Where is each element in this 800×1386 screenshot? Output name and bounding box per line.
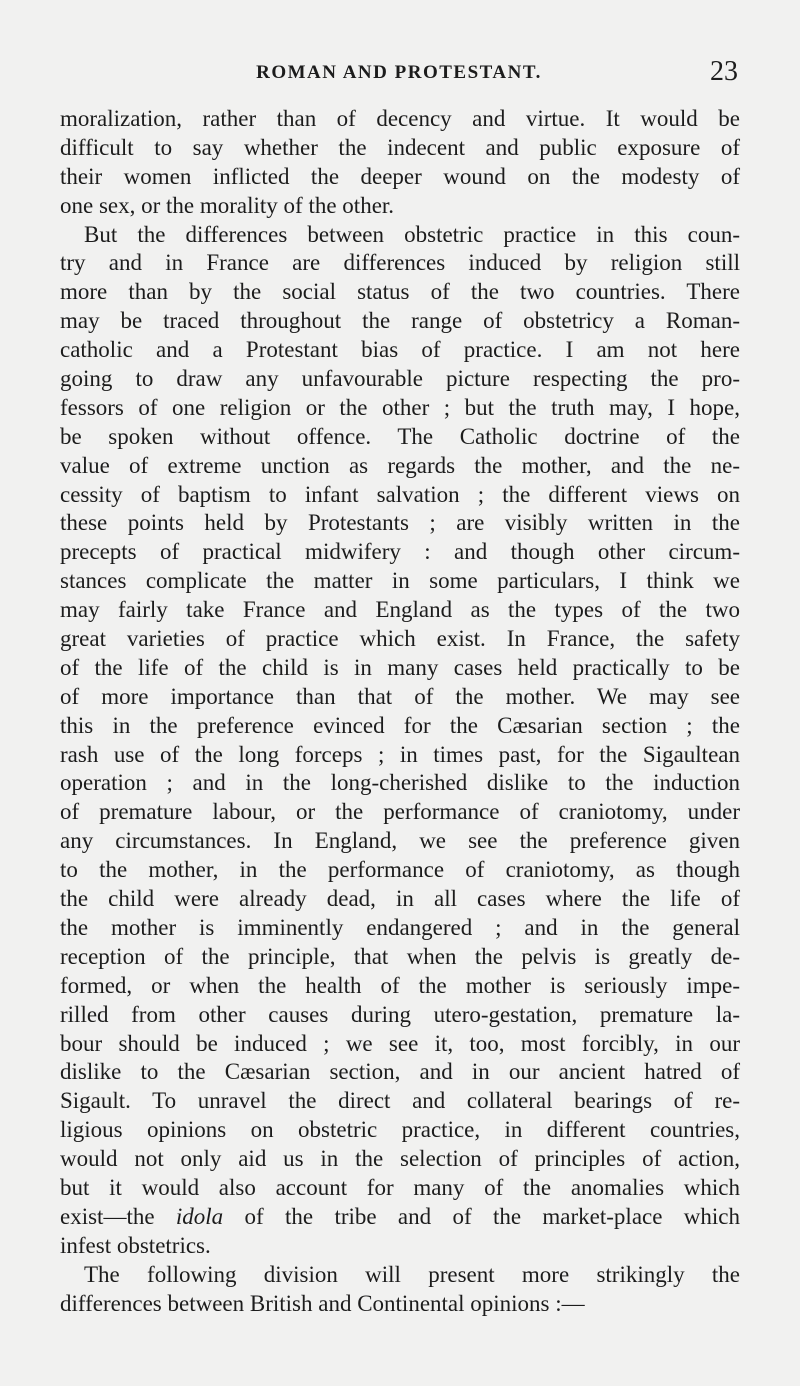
text-line: differences between British and Continental opinions :— — [60, 1290, 585, 1316]
text-line: The following division will present more strikingly the — [84, 1261, 740, 1287]
text-line: their women inflicted the deeper wound on the modesty of — [60, 163, 740, 189]
text-line: cessity of baptism to infant salvation ; the different views on — [60, 481, 740, 507]
text-segment: exist—the — [60, 1203, 176, 1229]
text-line: stances complicate the matter in some particulars, I think we — [60, 568, 740, 594]
running-header — [60, 56, 738, 92]
text-line: more than by the social status of the two countries. There — [60, 279, 740, 305]
text-line: the mother is imminently endangered ; and in the general — [60, 914, 740, 940]
text-line: would not only aid us in the selection of principles of action, — [60, 1146, 740, 1172]
text-line: but it would also account for many of the anomalies which — [60, 1174, 740, 1200]
text-line — [60, 1203, 740, 1232]
text-line: infest obstetrics. — [60, 1232, 211, 1258]
text-segment: of the tribe and of the market-place which — [223, 1203, 740, 1229]
body-text — [60, 105, 740, 1318]
text-line: any circumstances. In England, we see the preference given — [60, 828, 740, 854]
text-line: rilled from other causes during utero-gestation, premature la- — [60, 1001, 740, 1027]
text-line: fessors of one religion or the other ; but the truth may, I hope, — [60, 394, 740, 420]
text-line: reception of the principle, that when the pelvis is greatly de- — [60, 943, 740, 969]
text-line: bour should be induced ; we see it, too, most forcibly, in our — [60, 1030, 740, 1056]
text-line: the child were already dead, in all cases where the life of — [60, 886, 740, 912]
text-line: formed, or when the health of the mother is seriously impe- — [60, 972, 740, 998]
text-line: catholic and a Protestant bias of practice. I am not here — [60, 337, 740, 363]
page-number: 23 — [710, 56, 738, 87]
text-line: one sex, or the morality of the other. — [60, 192, 395, 218]
text-line: difficult to say whether the indecent and public exposure of — [60, 134, 740, 160]
text-line: these points held by Protestants ; are visibly written in the — [60, 510, 740, 536]
text-line: dislike to the Cæsarian section, and in our ancient hatred of — [60, 1059, 740, 1085]
text-line: ligious opinions on obstetric practice, in different countries, — [60, 1117, 740, 1143]
text-line: of premature labour, or the performance of craniotomy, under — [60, 799, 740, 825]
text-line: of more importance than that of the mother. We may see — [60, 683, 740, 709]
text-line: be spoken without offence. The Catholic doctrine of the — [60, 423, 740, 449]
text-line: try and in France are differences induced by religion still — [60, 250, 740, 276]
text-line: of the life of the child is in many cases held practically to be — [60, 654, 740, 680]
italic-text: idola — [175, 1203, 224, 1229]
text-line: may fairly take France and England as the types of the two — [60, 597, 740, 623]
text-line: Sigault. To unravel the direct and collateral bearings of re- — [60, 1088, 740, 1114]
text-line: rash use of the long forceps ; in times past, for the Sigaultean — [60, 741, 740, 767]
text-line: value of extreme unction as regards the mother, and the ne- — [60, 452, 740, 478]
text-line: to the mother, in the performance of craniotomy, as though — [60, 857, 740, 883]
text-line: this in the preference evinced for the Cæsarian section ; the — [60, 712, 740, 738]
text-line: operation ; and in the long-cherished dislike to the induction — [60, 770, 740, 796]
text-line: great varieties of practice which exist. In France, the safety — [60, 626, 740, 652]
text-line: moralization, rather than of decency and virtue. It would be — [60, 106, 740, 131]
text-line: precepts of practical midwifery : and though other circum- — [60, 539, 740, 565]
text-line: may be traced throughout the range of obstetricy a Roman- — [60, 308, 740, 334]
running-title: ROMAN AND PROTESTANT. — [256, 62, 542, 83]
text-line: But the differences between obstetric practice in this coun- — [84, 221, 740, 247]
text-line: going to draw any unfavourable picture respecting the pro- — [60, 366, 740, 392]
